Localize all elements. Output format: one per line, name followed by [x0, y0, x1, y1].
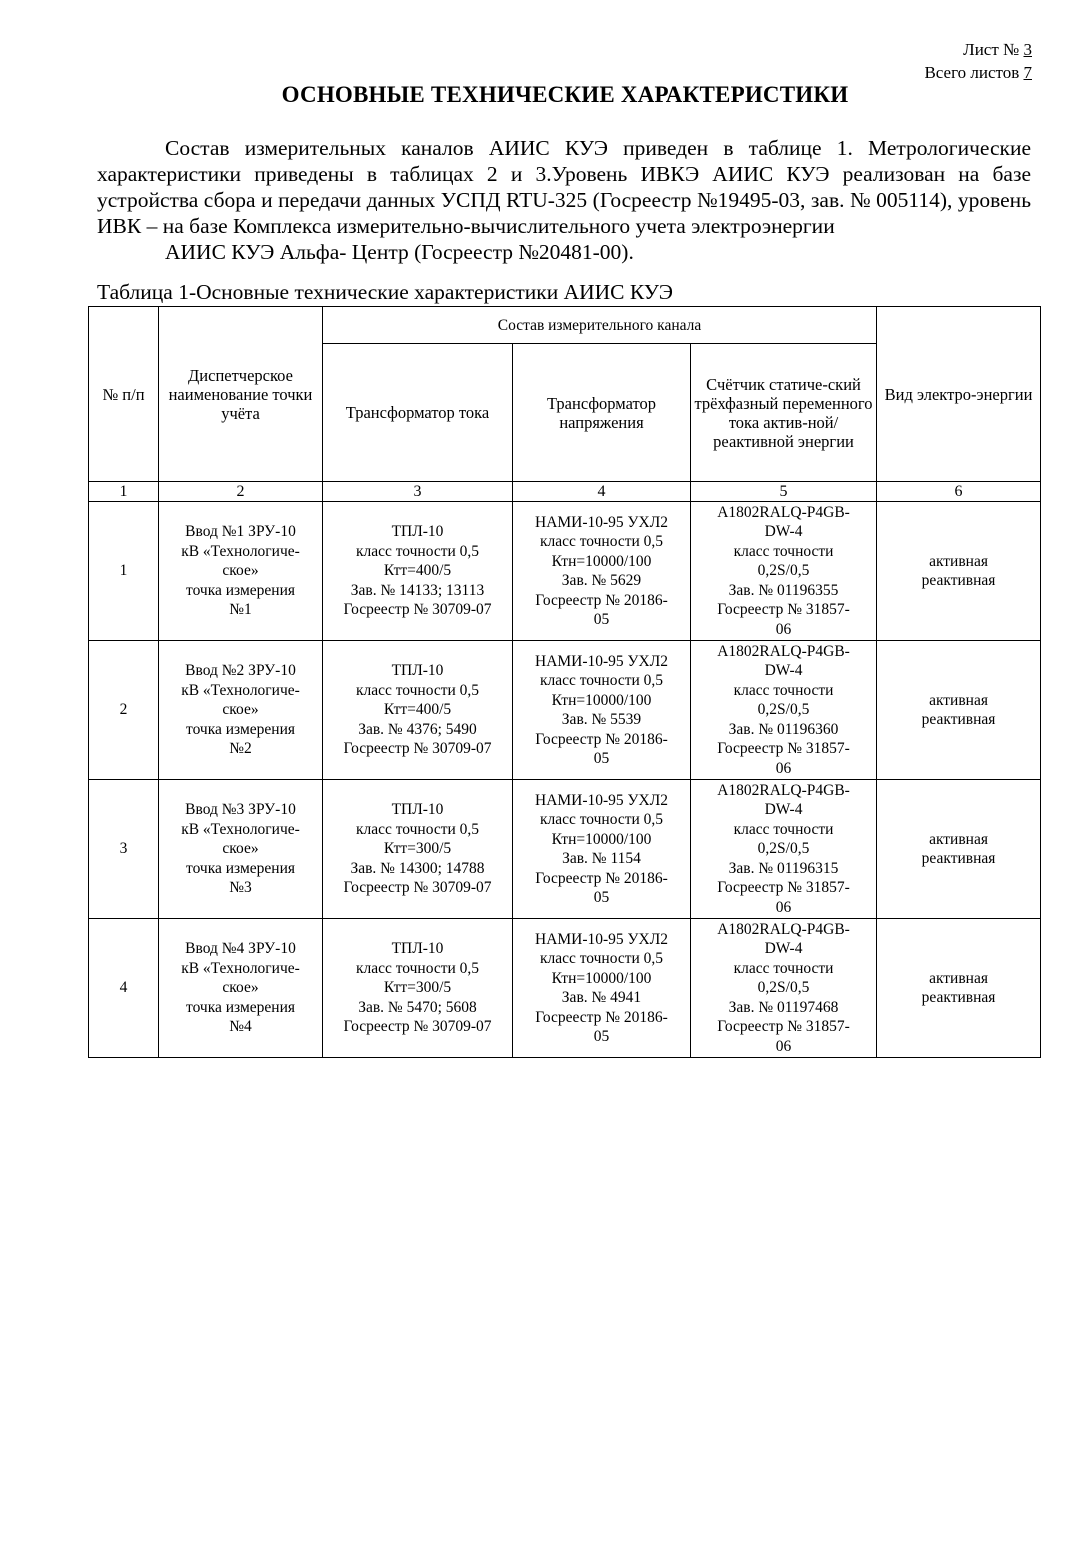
current-transformer-cell-line: Госреестр № 30709-07: [343, 1018, 492, 1036]
meter-cell-line: Зав. № 01197468: [728, 998, 839, 1016]
dispatch-name-cell: [159, 641, 323, 780]
meter-cell-line: A1802RALQ-P4GB-: [717, 781, 850, 799]
dispatch-name-cell-line: Ввод №2 ЗРУ-10: [185, 662, 296, 680]
table-row: [89, 780, 1041, 919]
page-title: ОСНОВНЫЕ ТЕХНИЧЕСКИЕ ХАРАКТЕРИСТИКИ: [281, 82, 849, 107]
meter-cell-line: 0,2S/0,5: [757, 979, 810, 997]
voltage-transformer-cell-line: Госреестр № 20186-: [535, 591, 668, 609]
current-transformer-cell-line: ТПЛ-10: [391, 940, 444, 958]
current-transformer-cell-line: класс точности 0,5: [355, 959, 480, 977]
dispatch-name-cell-line: ское»: [222, 701, 259, 719]
dispatch-name-cell-line: точка измерения: [186, 720, 295, 738]
dispatch-name-cell-line: точка измерения: [186, 581, 295, 599]
voltage-transformer-cell-line: Зав. № 4941: [561, 989, 642, 1006]
meter-cell-line: 0,2S/0,5: [757, 840, 810, 858]
voltage-transformer-cell-line: НАМИ-10-95 УХЛ2: [535, 513, 668, 531]
meter-cell-line: Госреестр № 31857-: [717, 601, 850, 619]
voltage-transformer-cell-line: Зав. № 5539: [561, 711, 642, 728]
meter-cell-line: Зав. № 01196360: [728, 720, 839, 738]
row-number-cell: 3: [89, 780, 159, 919]
voltage-transformer-cell-line: Ктн=10000/100: [551, 830, 652, 848]
dispatch-name-cell-line: Ввод №1 ЗРУ-10: [185, 523, 296, 541]
dispatch-name-cell: [159, 780, 323, 919]
voltage-transformer-cell-line: 05: [593, 750, 610, 767]
column-number: 6: [877, 482, 1041, 502]
dispatch-name-cell-line: ское»: [222, 562, 259, 580]
dispatch-name-cell-line: Ввод №3 ЗРУ-10: [185, 801, 296, 819]
current-transformer-cell-line: класс точности 0,5: [355, 820, 480, 838]
dispatch-name-cell-line: №1: [229, 601, 252, 619]
voltage-transformer-cell-line: Госреестр № 20186-: [535, 1008, 668, 1026]
header-channel-composition: Состав измерительного канала: [323, 307, 877, 344]
characteristics-table: [88, 306, 1041, 1058]
dispatch-name-cell-line: точка измерения: [186, 859, 295, 877]
meter-cell-line: Госреестр № 31857-: [717, 740, 850, 758]
header-meter: Счётчик статиче-ский трёхфазный переменного тока актив-ной/реактивной энергии: [691, 344, 877, 482]
table-body: [89, 307, 1041, 1058]
meter-cell-line: 06: [775, 759, 792, 777]
column-number: 1: [89, 482, 159, 502]
dispatch-name-cell-line: ское»: [222, 840, 259, 858]
current-transformer-cell-line: Зав. № 14300; 14788: [350, 859, 485, 877]
voltage-transformer-cell-line: Ктн=10000/100: [551, 969, 652, 987]
energy-type-cell: [877, 919, 1041, 1058]
meter-cell-line: A1802RALQ-P4GB-: [717, 920, 850, 938]
current-transformer-cell-line: Зав. № 4376; 5490: [358, 720, 477, 738]
voltage-transformer-cell-line: НАМИ-10-95 УХЛ2: [535, 930, 668, 948]
meter-cell: [691, 919, 877, 1058]
current-transformer-cell-line: ТПЛ-10: [391, 801, 444, 819]
meter-cell-line: 0,2S/0,5: [757, 701, 810, 719]
column-number: 4: [513, 482, 691, 502]
meter-cell-line: класс точности: [733, 681, 834, 699]
meter-cell-line: Госреестр № 31857-: [717, 879, 850, 897]
current-transformer-cell-line: Зав. № 5470; 5608: [358, 998, 477, 1016]
voltage-transformer-cell-line: Зав. № 5629: [561, 572, 642, 589]
dispatch-name-cell-line: ское»: [222, 979, 259, 997]
dispatch-name-cell-line: точка измерения: [186, 998, 295, 1016]
energy-type-cell: [877, 502, 1041, 641]
row-number-cell: 2: [89, 641, 159, 780]
voltage-transformer-cell-line: класс точности 0,5: [539, 950, 664, 967]
meter-cell-line: 0,2S/0,5: [757, 562, 810, 580]
current-transformer-cell-line: Ктт=400/5: [383, 562, 452, 580]
current-transformer-cell-line: Ктт=300/5: [383, 840, 452, 858]
row-number-cell: 1: [89, 502, 159, 641]
meter-cell-line: A1802RALQ-P4GB-: [717, 642, 850, 660]
sheet-info: [924, 38, 1032, 84]
dispatch-name-cell: [159, 502, 323, 641]
current-transformer-cell: [323, 919, 513, 1058]
energy-type-cell-line: реактивная: [921, 989, 996, 1006]
energy-type-cell-line: активная: [929, 830, 988, 848]
energy-type-cell: [877, 641, 1041, 780]
intro-paragraph-2: АИИС КУЭ Альфа- Центр (Госреестр №20481-00).: [165, 240, 634, 264]
dispatch-name-cell: [159, 919, 323, 1058]
total-sheets-number: 7: [1023, 63, 1032, 82]
voltage-transformer-cell-line: 05: [593, 611, 610, 628]
energy-type-cell-line: реактивная: [921, 850, 996, 867]
dispatch-name-cell-line: кВ «Технологиче-: [181, 542, 300, 560]
intro-paragraph-1: Состав измерительных каналов АИИС КУЭ приведен в таблице 1. Метрологические характеристики приведены в таблицах 2 и 3.Уровень ИВКЭ АИИС КУЭ реализован на базе устройства сбора и передачи данных УСПД RTU-325 (Госреестр №19495-03, зав. № 005114), уровень ИВК – на базе Комплекса измерительно-вычислительного учета электроэнергии: [97, 136, 1031, 238]
header-energy-type: Вид электро-энергии: [877, 307, 1041, 482]
table-row: [89, 502, 1041, 641]
meter-cell-line: 06: [775, 620, 792, 638]
current-transformer-cell-line: Ктт=400/5: [383, 701, 452, 719]
voltage-transformer-cell-line: 05: [593, 889, 610, 906]
energy-type-cell-line: реактивная: [921, 711, 996, 728]
meter-cell: [691, 641, 877, 780]
dispatch-name-cell-line: №4: [229, 1018, 252, 1036]
current-transformer-cell-line: Госреестр № 30709-07: [343, 601, 492, 619]
meter-cell-line: класс точности: [733, 959, 834, 977]
sheet-number: 3: [1023, 40, 1032, 59]
voltage-transformer-cell-line: Ктн=10000/100: [551, 691, 652, 709]
meter-cell-line: класс точности: [733, 820, 834, 838]
voltage-transformer-cell: [513, 919, 691, 1058]
voltage-transformer-cell: [513, 641, 691, 780]
voltage-transformer-cell: [513, 502, 691, 641]
intro-text: [97, 135, 1031, 265]
dispatch-name-cell-line: кВ «Технологиче-: [181, 681, 300, 699]
meter-cell-line: DW-4: [764, 801, 803, 819]
current-transformer-cell-line: класс точности 0,5: [355, 681, 480, 699]
table-row: [89, 919, 1041, 1058]
meter-cell-line: 06: [775, 898, 792, 916]
voltage-transformer-cell-line: класс точности 0,5: [539, 672, 664, 689]
header-num: № п/п: [89, 307, 159, 482]
current-transformer-cell: [323, 780, 513, 919]
meter-cell-line: Госреестр № 31857-: [717, 1018, 850, 1036]
meter-cell: [691, 780, 877, 919]
table-row: [89, 641, 1041, 780]
current-transformer-cell: [323, 502, 513, 641]
dispatch-name-cell-line: кВ «Технологиче-: [181, 820, 300, 838]
row-number-cell: 4: [89, 919, 159, 1058]
voltage-transformer-cell-line: Госреестр № 20186-: [535, 730, 668, 748]
total-sheets-line: [924, 61, 1032, 84]
voltage-transformer-cell-line: класс точности 0,5: [539, 811, 664, 828]
energy-type-cell: [877, 780, 1041, 919]
voltage-transformer-cell: [513, 780, 691, 919]
current-transformer-cell-line: класс точности 0,5: [355, 542, 480, 560]
total-sheets-label: Всего листов: [924, 63, 1020, 82]
meter-cell-line: DW-4: [764, 662, 803, 680]
dispatch-name-cell-line: №2: [229, 740, 252, 758]
energy-type-cell-line: реактивная: [921, 572, 996, 589]
current-transformer-cell-line: Зав. № 14133; 13113: [350, 581, 485, 599]
meter-cell: [691, 502, 877, 641]
dispatch-name-cell-line: №3: [229, 879, 252, 897]
voltage-transformer-cell-line: Зав. № 1154: [562, 850, 641, 867]
column-number: 5: [691, 482, 877, 502]
voltage-transformer-cell-line: Ктн=10000/100: [551, 552, 652, 570]
meter-cell-line: DW-4: [764, 523, 803, 541]
column-number: 3: [323, 482, 513, 502]
dispatch-name-cell-line: кВ «Технологиче-: [181, 959, 300, 977]
header-row-group: [89, 307, 1041, 344]
column-number-row: [89, 482, 1041, 502]
sheet-number-line: [924, 38, 1032, 61]
energy-type-cell-line: активная: [929, 691, 988, 709]
energy-type-cell-line: активная: [929, 552, 988, 570]
meter-cell-line: DW-4: [764, 940, 803, 958]
header-current-transformer: Трансформатор тока: [323, 344, 513, 482]
meter-cell-line: Зав. № 01196355: [728, 581, 839, 599]
header-dispatch-name: Диспетчерское наименование точки учёта: [159, 307, 323, 482]
sheet-label: Лист №: [963, 40, 1020, 59]
current-transformer-cell-line: Госреестр № 30709-07: [343, 740, 492, 758]
meter-cell-line: 06: [775, 1037, 792, 1055]
voltage-transformer-cell-line: Госреестр № 20186-: [535, 869, 668, 887]
header-voltage-transformer: Трансформатор напряжения: [513, 344, 691, 482]
voltage-transformer-cell-line: НАМИ-10-95 УХЛ2: [535, 791, 668, 809]
meter-cell-line: Зав. № 01196315: [728, 859, 839, 877]
current-transformer-cell-line: ТПЛ-10: [391, 662, 444, 680]
voltage-transformer-cell-line: класс точности 0,5: [539, 533, 664, 550]
dispatch-name-cell-line: Ввод №4 ЗРУ-10: [185, 940, 296, 958]
current-transformer-cell-line: ТПЛ-10: [391, 523, 444, 541]
current-transformer-cell: [323, 641, 513, 780]
column-number: 2: [159, 482, 323, 502]
voltage-transformer-cell-line: НАМИ-10-95 УХЛ2: [535, 652, 668, 670]
current-transformer-cell-line: Ктт=300/5: [383, 979, 452, 997]
meter-cell-line: A1802RALQ-P4GB-: [717, 503, 850, 521]
meter-cell-line: класс точности: [733, 542, 834, 560]
energy-type-cell-line: активная: [929, 969, 988, 987]
voltage-transformer-cell-line: 05: [593, 1028, 610, 1045]
table-caption: Таблица 1-Основные технические характеристики АИИС КУЭ: [97, 280, 673, 304]
current-transformer-cell-line: Госреестр № 30709-07: [343, 879, 492, 897]
